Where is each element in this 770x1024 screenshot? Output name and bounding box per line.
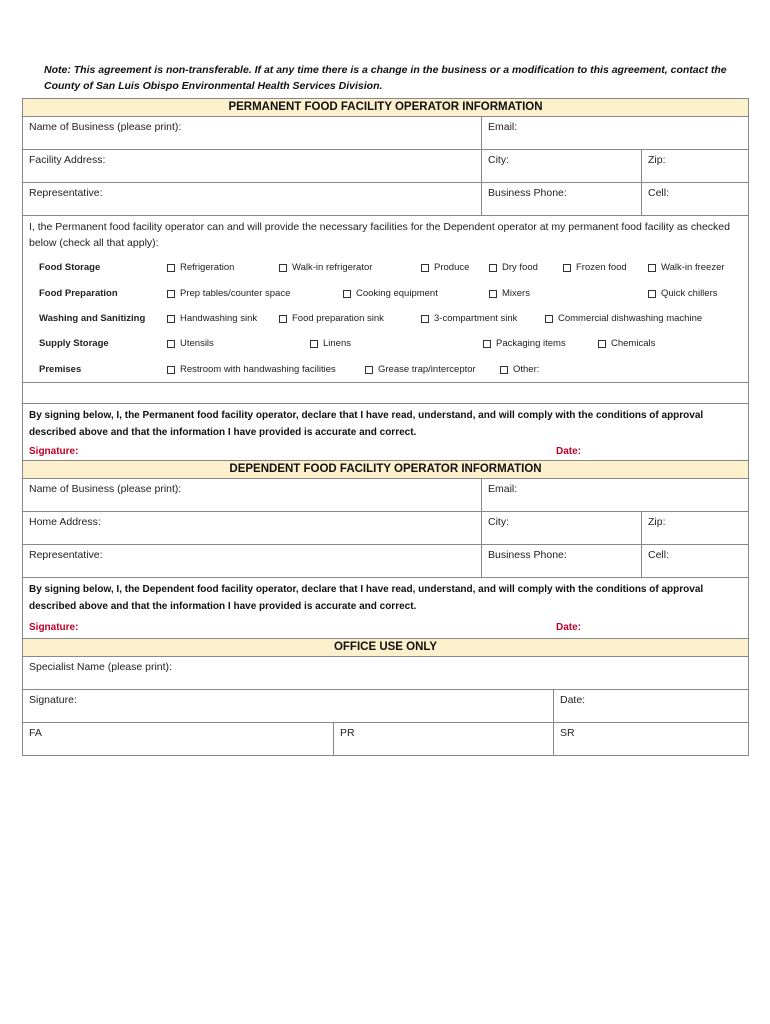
dependent-row-address [23, 512, 748, 545]
category-washing: Washing and Sanitizing [39, 313, 146, 324]
category-supply-storage: Supply Storage [39, 338, 109, 349]
dependent-row-business [23, 479, 748, 512]
permanent-row-representative [23, 183, 748, 216]
checkbox-utensils[interactable]: Utensils [167, 338, 214, 349]
checkbox-food-prep-sink[interactable]: Food preparation sink [279, 313, 384, 324]
checkbox-icon[interactable] [167, 315, 175, 323]
dependent-email-field[interactable]: Email: [481, 479, 748, 511]
checkbox-produce[interactable]: Produce [421, 262, 469, 273]
dependent-signature-line[interactable] [23, 618, 748, 638]
permanent-signature-label: Signature: [29, 446, 79, 457]
permanent-section-header: PERMANENT FOOD FACILITY OPERATOR INFORMATION [23, 98, 748, 117]
checkbox-icon[interactable] [365, 366, 373, 374]
office-date-field[interactable]: Date: [553, 690, 748, 722]
dependent-zip-field[interactable]: Zip: [641, 512, 748, 544]
dependent-city-field[interactable]: City: [481, 512, 641, 544]
checkbox-icon[interactable] [489, 290, 497, 298]
home-address-field[interactable]: Home Address: [29, 516, 101, 528]
dependent-section-header: DEPENDENT FOOD FACILITY OPERATOR INFORMATION [23, 460, 748, 479]
checkbox-restroom[interactable]: Restroom with handwashing facilities [167, 364, 336, 375]
dependent-business-name-field[interactable]: Name of Business (please print): [29, 483, 182, 495]
specialist-name-field[interactable]: Specialist Name (please print): [29, 661, 172, 673]
permanent-representative-field[interactable]: Representative: [29, 187, 103, 199]
checkbox-icon[interactable] [421, 264, 429, 272]
checkbox-frozen-food[interactable]: Frozen food [563, 262, 627, 273]
permanent-business-name-field[interactable]: Name of Business (please print): [29, 121, 182, 133]
checkbox-icon[interactable] [167, 290, 175, 298]
checkbox-other[interactable]: Other: [500, 364, 539, 375]
checkbox-icon[interactable] [545, 315, 553, 323]
permanent-email-field[interactable]: Email: [481, 117, 748, 149]
office-row-signature [23, 690, 748, 723]
checkbox-grease-trap[interactable]: Grease trap/interceptor [365, 364, 476, 375]
dependent-business-phone-field[interactable]: Business Phone: [481, 545, 641, 577]
facilities-statement: I, the Permanent food facility operator can and will provide the necessary facilities for the Dependent operator at my permanent food facility as checked below (check all that apply): [29, 221, 730, 249]
checkbox-mixers[interactable]: Mixers [489, 288, 530, 299]
checkbox-linens[interactable]: Linens [310, 338, 351, 349]
checkbox-icon[interactable] [279, 264, 287, 272]
checkbox-refrigeration[interactable]: Refrigeration [167, 262, 234, 273]
checkbox-icon[interactable] [563, 264, 571, 272]
permanent-row-address [23, 150, 748, 183]
dependent-signature-label: Signature: [29, 622, 79, 633]
checkbox-walkin-freezer[interactable]: Walk-in freezer [648, 262, 725, 273]
checkbox-walkin-refrigerator[interactable]: Walk-in refrigerator [279, 262, 372, 273]
office-row-specialist [23, 657, 748, 690]
pr-field[interactable]: PR [333, 723, 553, 755]
checkbox-icon[interactable] [343, 290, 351, 298]
category-food-storage: Food Storage [39, 262, 101, 273]
checkbox-icon[interactable] [489, 264, 497, 272]
permanent-cell-field[interactable]: Cell: [641, 183, 748, 215]
facilities-checklist [23, 254, 748, 382]
checkbox-icon[interactable] [483, 340, 491, 348]
checkbox-icon[interactable] [167, 366, 175, 374]
office-section-header: OFFICE USE ONLY [23, 638, 748, 657]
checkbox-icon[interactable] [648, 264, 656, 272]
spacer-row [23, 382, 748, 404]
permanent-declaration: By signing below, I, the Permanent food facility operator, declare that I have read, understand, and will comply with the conditions of approval described above and that the information I have provided is accurate and correct. [29, 410, 704, 438]
permanent-business-phone-field[interactable]: Business Phone: [481, 183, 641, 215]
category-food-preparation: Food Preparation [39, 288, 118, 299]
transfer-note: Note: This agreement is non-transferable. If at any time there is a change in the business or a modification to this agreement, contact the County of San Luis Obispo Environmental Health Services Division. [44, 64, 727, 92]
checkbox-chemicals[interactable]: Chemicals [598, 338, 655, 349]
checkbox-packaging-items[interactable]: Packaging items [483, 338, 566, 349]
checkbox-icon[interactable] [279, 315, 287, 323]
permanent-date-label: Date: [556, 446, 582, 457]
category-premises: Premises [39, 364, 82, 375]
checkbox-icon[interactable] [310, 340, 318, 348]
checkbox-dishwashing-machine[interactable]: Commercial dishwashing machine [545, 313, 702, 324]
checkbox-three-compartment-sink[interactable]: 3-compartment sink [421, 313, 517, 324]
checkbox-handwashing-sink[interactable]: Handwashing sink [167, 313, 257, 324]
permanent-row-business [23, 117, 748, 150]
office-signature-field[interactable]: Signature: [29, 694, 77, 706]
permanent-city-field[interactable]: City: [481, 150, 641, 182]
fa-field[interactable]: FA [29, 727, 42, 739]
permanent-zip-field[interactable]: Zip: [641, 150, 748, 182]
checkbox-dry-food[interactable]: Dry food [489, 262, 538, 273]
office-row-codes [23, 723, 748, 755]
checkbox-prep-tables[interactable]: Prep tables/counter space [167, 288, 290, 299]
checkbox-icon[interactable] [500, 366, 508, 374]
facility-address-field[interactable]: Facility Address: [29, 154, 106, 166]
agreement-form [22, 98, 749, 756]
checkbox-icon[interactable] [598, 340, 606, 348]
dependent-cell-field[interactable]: Cell: [641, 545, 748, 577]
checkbox-icon[interactable] [421, 315, 429, 323]
checkbox-icon[interactable] [167, 340, 175, 348]
dependent-row-representative [23, 545, 748, 578]
sr-field[interactable]: SR [553, 723, 748, 755]
checkbox-cooking-equipment[interactable]: Cooking equipment [343, 288, 438, 299]
checkbox-quick-chillers[interactable]: Quick chillers [648, 288, 718, 299]
checkbox-icon[interactable] [167, 264, 175, 272]
dependent-representative-field[interactable]: Representative: [29, 549, 103, 561]
permanent-signature-line[interactable] [23, 444, 748, 460]
checkbox-icon[interactable] [648, 290, 656, 298]
dependent-date-label: Date: [556, 622, 582, 633]
dependent-declaration: By signing below, I, the Dependent food facility operator, declare that I have read, understand, and will comply with the conditions of approval described above and that the information I have provided is accurate and correct. [29, 584, 704, 612]
